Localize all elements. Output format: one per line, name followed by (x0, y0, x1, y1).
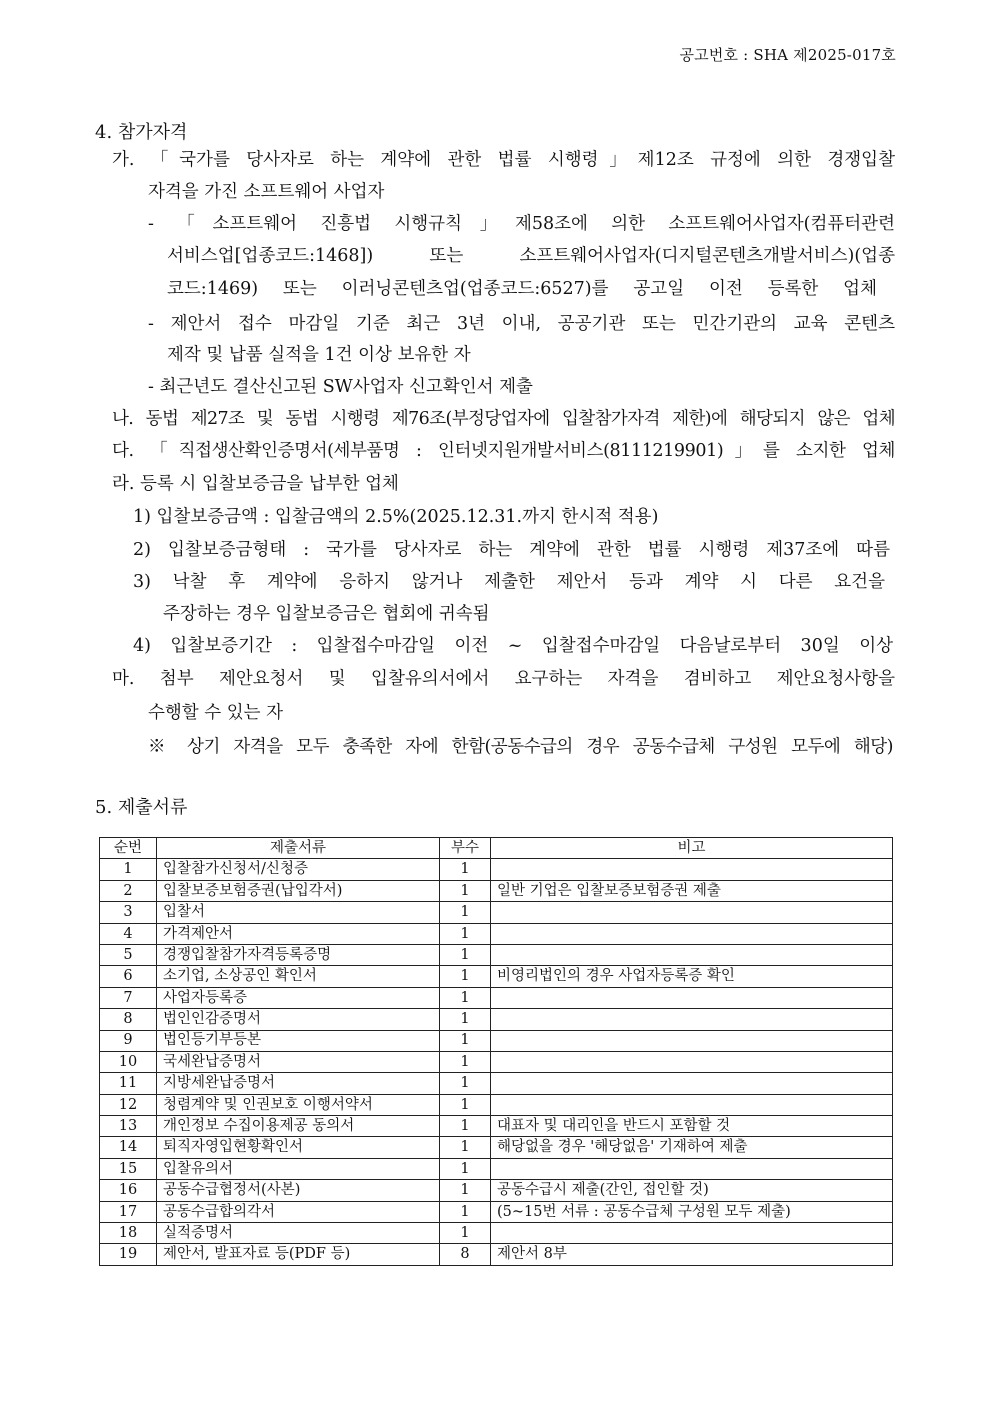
qual-ra-4: 4) 입찰보증기간 : 입찰접수마감일 이전 ~ 입찰접수마감일 다음날로부터 30일 이상 (133, 636, 893, 656)
row-copies: 1 (440, 1180, 491, 1201)
row-copies: 1 (440, 1030, 491, 1051)
row-document: 법인인감증명서 (157, 1009, 440, 1030)
row-remarks (491, 1073, 893, 1094)
qual-ra: 라. 등록 시 입찰보증금을 납부한 업체 (112, 474, 399, 494)
table-row (100, 1223, 893, 1244)
row-copies: 1 (440, 1051, 491, 1072)
row-seq: 15 (100, 1158, 157, 1179)
table-row (100, 1073, 893, 1094)
qual-ga-sub1-line1: - 「소프트웨어 진흥법 시행규칙」제58조에 의한 소프트웨어사업자(컴퓨터관련 (148, 214, 895, 234)
row-remarks (491, 923, 893, 944)
row-remarks (491, 1158, 893, 1179)
row-copies: 8 (440, 1244, 491, 1265)
row-remarks (491, 859, 893, 880)
qual-ga-sub2-line2: 제작 및 납품 실적을 1건 이상 보유한 자 (167, 345, 471, 365)
row-seq: 10 (100, 1051, 157, 1072)
table-row (100, 923, 893, 944)
qual-ga-sub1-line3: 코드:1469) 또는 이러닝콘텐츠업(업종코드:6527)를 공고일 이전 등록한 업체 (167, 279, 877, 299)
row-seq: 12 (100, 1094, 157, 1115)
row-document: 실적증명서 (157, 1223, 440, 1244)
row-remarks: 비영리법인의 경우 사업자등록증 확인 (491, 966, 893, 987)
row-document: 사업자등록증 (157, 987, 440, 1008)
table-row (100, 1158, 893, 1179)
row-remarks (491, 1223, 893, 1244)
row-remarks: 해당없을 경우 '해당없음' 기재하여 제출 (491, 1137, 893, 1158)
table-row (100, 1094, 893, 1115)
row-seq: 19 (100, 1244, 157, 1265)
table-row (100, 944, 893, 965)
row-document: 개인정보 수집이용제공 동의서 (157, 1116, 440, 1137)
submission-documents-table (99, 837, 893, 1266)
row-document: 공동수급협정서(사본) (157, 1180, 440, 1201)
row-remarks (491, 944, 893, 965)
qual-ga-line1: 가. 「국가를 당사자로 하는 계약에 관한 법률 시행령」제12조 규정에 의한 경쟁입찰 (112, 150, 895, 170)
table-row (100, 880, 893, 901)
row-copies: 1 (440, 1137, 491, 1158)
row-seq: 4 (100, 923, 157, 944)
row-seq: 5 (100, 944, 157, 965)
row-copies: 1 (440, 987, 491, 1008)
row-remarks (491, 1009, 893, 1030)
row-remarks: 일반 기업은 입찰보증보험증권 제출 (491, 880, 893, 901)
row-copies: 1 (440, 880, 491, 901)
row-document: 국세완납증명서 (157, 1051, 440, 1072)
table-row (100, 966, 893, 987)
qual-ra-3-line2: 주장하는 경우 입찰보증금은 협회에 귀속됨 (163, 604, 490, 624)
row-seq: 1 (100, 859, 157, 880)
header-remarks: 비고 (491, 838, 893, 859)
row-seq: 7 (100, 987, 157, 1008)
row-remarks: 공동수급시 제출(간인, 접인할 것) (491, 1180, 893, 1201)
qual-ma-line1: 마. 첨부 제안요청서 및 입찰유의서에서 요구하는 자격을 겸비하고 제안요청사항을 (112, 669, 895, 689)
row-document: 제안서, 발표자료 등(PDF 등) (157, 1244, 440, 1265)
row-remarks (491, 902, 893, 923)
row-seq: 8 (100, 1009, 157, 1030)
row-document: 공동수급합의각서 (157, 1201, 440, 1222)
row-copies: 1 (440, 1201, 491, 1222)
row-document: 가격제안서 (157, 923, 440, 944)
row-copies: 1 (440, 1009, 491, 1030)
row-document: 입찰보증보험증권(납입각서) (157, 880, 440, 901)
table-header-row (100, 838, 893, 859)
row-remarks (491, 987, 893, 1008)
row-remarks: 대표자 및 대리인을 반드시 포함할 것 (491, 1116, 893, 1137)
row-copies: 1 (440, 1073, 491, 1094)
table-body (100, 859, 893, 1265)
row-seq: 17 (100, 1201, 157, 1222)
table-row (100, 1244, 893, 1265)
row-copies: 1 (440, 1223, 491, 1244)
row-document: 법인등기부등본 (157, 1030, 440, 1051)
row-copies: 1 (440, 944, 491, 965)
row-copies: 1 (440, 859, 491, 880)
row-document: 지방세완납증명서 (157, 1073, 440, 1094)
qual-ra-1: 1) 입찰보증금액 : 입찰금액의 2.5%(2025.12.31.까지 한시적 적용) (133, 507, 659, 527)
notice-number: 공고번호 : SHA 제2025-017호 (679, 46, 896, 64)
section-5-title: 5. 제출서류 (95, 797, 188, 818)
qual-ga-sub3: - 최근년도 결산신고된 SW사업자 신고확인서 제출 (148, 377, 533, 397)
qual-ra-2: 2) 입찰보증금형태 : 국가를 당사자로 하는 계약에 관한 법률 시행령 제37조에 따름 (133, 540, 890, 560)
row-seq: 16 (100, 1180, 157, 1201)
row-remarks: (5~15번 서류 : 공동수급체 구성원 모두 제출) (491, 1201, 893, 1222)
row-seq: 11 (100, 1073, 157, 1094)
row-copies: 1 (440, 1116, 491, 1137)
row-document: 퇴직자영입현황확인서 (157, 1137, 440, 1158)
qual-ga-line2: 자격을 가진 소프트웨어 사업자 (148, 182, 385, 202)
row-copies: 1 (440, 966, 491, 987)
row-document: 입찰참가신청서/신청증 (157, 859, 440, 880)
table-row (100, 1030, 893, 1051)
row-seq: 2 (100, 880, 157, 901)
qual-note: ※ 상기 자격을 모두 충족한 자에 한함(공동수급의 경우 공동수급체 구성원 모두에 해당) (148, 737, 893, 757)
row-seq: 18 (100, 1223, 157, 1244)
table-row (100, 902, 893, 923)
table-row (100, 1180, 893, 1201)
table-row (100, 1051, 893, 1072)
row-remarks (491, 1094, 893, 1115)
qual-da: 다. 「직접생산확인증명서(세부품명 : 인터넷지원개발서비스(8111219901)」를 소지한 업체 (112, 441, 895, 461)
row-seq: 6 (100, 966, 157, 987)
header-seq: 순번 (100, 838, 157, 859)
row-document: 입찰유의서 (157, 1158, 440, 1179)
table-row (100, 1009, 893, 1030)
row-seq: 9 (100, 1030, 157, 1051)
row-copies: 1 (440, 1158, 491, 1179)
row-seq: 14 (100, 1137, 157, 1158)
row-seq: 3 (100, 902, 157, 923)
row-copies: 1 (440, 1094, 491, 1115)
qual-na: 나. 동법 제27조 및 동법 시행령 제76조(부정당업자에 입찰참가자격 제한)에 해당되지 않은 업체 (112, 409, 895, 429)
row-document: 입찰서 (157, 902, 440, 923)
table-row (100, 1201, 893, 1222)
row-document: 청렴계약 및 인권보호 이행서약서 (157, 1094, 440, 1115)
row-copies: 1 (440, 902, 491, 923)
table-row (100, 1116, 893, 1137)
header-document: 제출서류 (157, 838, 440, 859)
table-row (100, 1137, 893, 1158)
row-document: 경쟁입찰참가자격등록증명 (157, 944, 440, 965)
section-4-title: 4. 참가자격 (95, 122, 188, 143)
qual-ra-3-line1: 3) 낙찰 후 계약에 응하지 않거나 제출한 제안서 등과 계약 시 다른 요건을 (133, 572, 885, 592)
table-row (100, 859, 893, 880)
qual-ga-sub2-line1: - 제안서 접수 마감일 기준 최근 3년 이내, 공공기관 또는 민간기관의 교육 콘텐츠 (148, 314, 895, 334)
row-document: 소기업, 소상공인 확인서 (157, 966, 440, 987)
qual-ma-line2: 수행할 수 있는 자 (148, 703, 284, 723)
row-remarks: 제안서 8부 (491, 1244, 893, 1265)
qual-ga-sub1-line2: 서비스업[업종코드:1468]) 또는 소프트웨어사업자(디지털콘텐츠개발서비스)(업종 (167, 246, 895, 266)
row-remarks (491, 1051, 893, 1072)
row-remarks (491, 1030, 893, 1051)
row-copies: 1 (440, 923, 491, 944)
header-copies: 부수 (440, 838, 491, 859)
table-row (100, 987, 893, 1008)
row-seq: 13 (100, 1116, 157, 1137)
